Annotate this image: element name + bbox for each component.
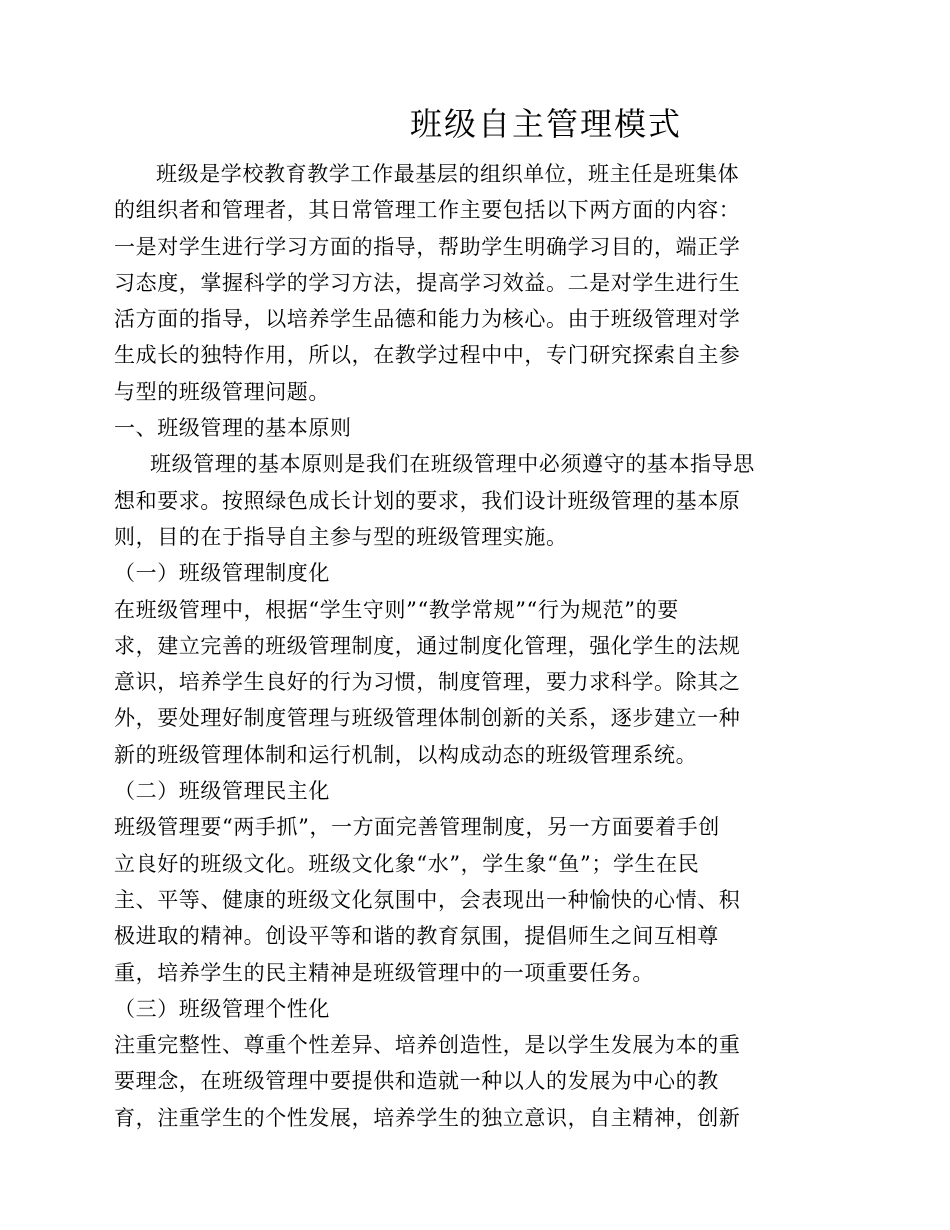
paragraph-democracy-line-1: 班级管理要“两手抓”，一方面完善管理制度，另一方面要着手创 (114, 815, 720, 840)
paragraph-institution-line-4: 外，要处理好制度管理与班级管理体制创新的关系，逐步建立一种 (114, 706, 741, 731)
paragraph-intro-line-5: 活方面的指导，以培养学生品德和能力为核心。由于班级管理对学 (114, 307, 741, 332)
paragraph-individual-line-2: 要理念，在班级管理中要提供和造就一种以人的发展为中心的教 (114, 1069, 719, 1094)
paragraph-democracy-line-2: 立良好的班级文化。班级文化象“水”，学生象“鱼”；学生在民 (114, 851, 700, 876)
paragraph-democracy-line-5: 重，培养学生的民主精神是班级管理中的一项重要任务。 (114, 960, 654, 985)
section-heading-principles: 一、班级管理的基本原则 (114, 416, 352, 441)
paragraph-intro-line-1: 班级是学校教育教学工作最基层的组织单位，班主任是班集体 (156, 162, 740, 186)
paragraph-institution-line-1: 在班级管理中，根据“学生守则”“教学常规”“行为规范”的要 (114, 597, 679, 622)
paragraph-intro-line-3: 一是对学生进行学习方面的指导，帮助学生明确学习目的，端正学 (114, 234, 741, 259)
paragraph-individual-line-1: 注重完整性、尊重个性差异、培养创造性，是以学生发展为本的重 (114, 1033, 741, 1058)
paragraph-institution-line-2: 求，建立完善的班级管理制度，通过制度化管理，强化学生的法规 (114, 633, 741, 658)
paragraph-principles-line-2: 想和要求。按照绿色成长计划的要求，我们设计班级管理的基本原 (114, 488, 741, 513)
subheading-democratization: （二）班级管理民主化 (114, 779, 330, 804)
document-title: 班级自主管理模式 (409, 105, 682, 143)
paragraph-individual-line-3: 育，注重学生的个性发展，培养学生的独立意识，自主精神，创新 (114, 1105, 741, 1130)
paragraph-principles-line-3: 则，目的在于指导自主参与型的班级管理实施。 (114, 524, 568, 549)
paragraph-intro-line-7: 与型的班级管理问题。 (114, 379, 330, 404)
subheading-institutionalization: （一）班级管理制度化 (114, 561, 330, 586)
document-page (114, 100, 830, 1136)
paragraph-democracy-line-3: 主、平等、健康的班级文化氛围中，会表现出一种愉快的心情、积 (114, 887, 741, 912)
paragraph-democracy-line-4: 极进取的精神。创设平等和谐的教育氛围，提倡师生之间互相尊 (114, 924, 719, 949)
paragraph-intro-line-2: 的组织者和管理者，其日常管理工作主要包括以下两方面的内容： (114, 198, 741, 223)
paragraph-intro-line-6: 生成长的独特作用，所以，在教学过程中中，专门研究探索自主参 (114, 343, 741, 368)
subheading-individualization: （三）班级管理个性化 (114, 996, 330, 1021)
paragraph-intro-line-4: 习态度，掌握科学的学习方法，提高学习效益。二是对学生进行生 (114, 270, 741, 295)
paragraph-institution-line-3: 意识，培养学生良好的行为习惯，制度管理，要力求科学。除其之 (114, 670, 741, 695)
paragraph-institution-line-5: 新的班级管理体制和运行机制，以构成动态的班级管理系统。 (114, 742, 698, 767)
paragraph-principles-line-1: 班级管理的基本原则是我们在班级管理中必须遵守的基本指导思 (150, 452, 755, 477)
